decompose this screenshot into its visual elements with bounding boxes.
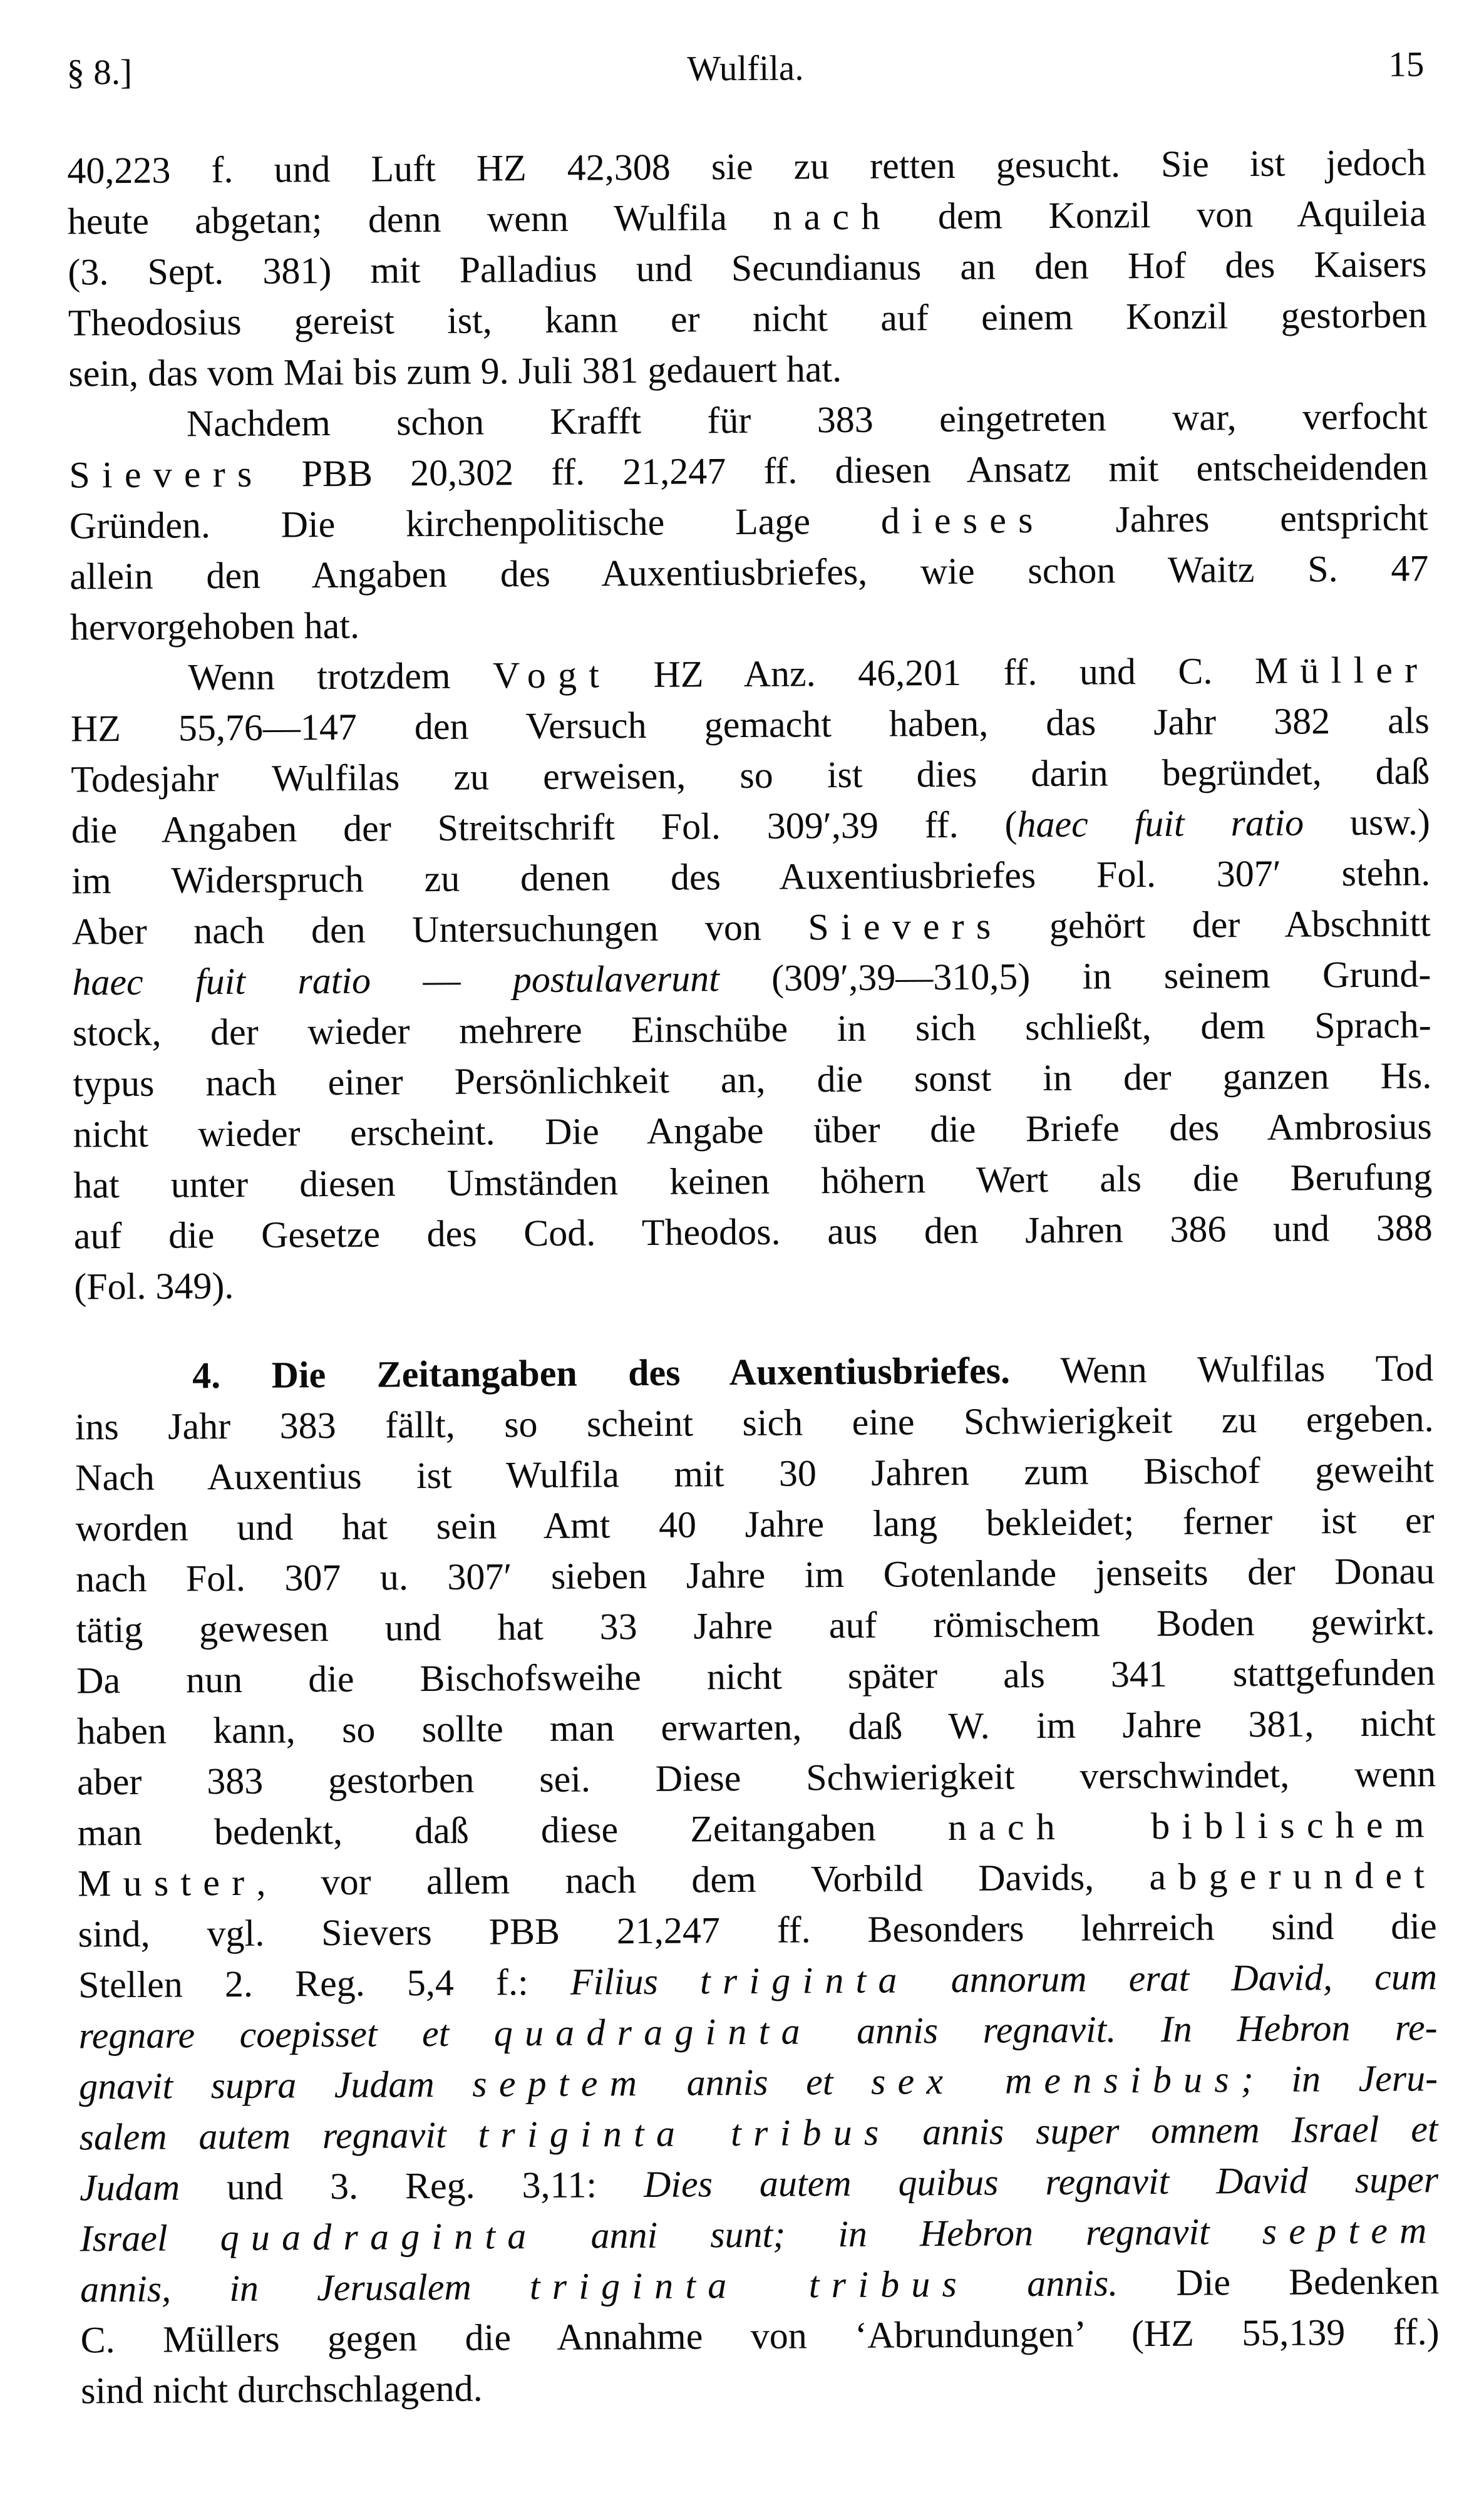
text-line [75,1343,1433,1402]
text-segment: allein den Angaben des Auxentiusbriefes, wie schon Waitz S. 47 [70,547,1429,597]
text-segment: Nachdem schon Krafft für 383 eingetreten war, verfocht [186,395,1428,445]
text-segment: Wenn Wulfilas Tod [1009,1347,1434,1392]
text-segment: annis. [968,2262,1118,2305]
text-segment: die Angaben der Streitschrift Fol. 309′,39 ff. ( [71,803,1018,851]
text-segment: nach [773,195,892,238]
text-line [70,543,1428,602]
text-line [68,340,1427,399]
text-segment: Sievers [808,905,1003,948]
text-segment: hervorgehoben hat. [70,604,360,648]
text-segment: sind nicht durchschlagend. [80,2367,483,2412]
text-line [69,442,1428,500]
text-line [77,1799,1436,1858]
text-segment: Jahres entspricht [1044,497,1429,541]
text-line [68,239,1426,297]
text-segment: Judam [79,2166,180,2209]
text-segment: annorum erat David, cum [909,1956,1438,2001]
text-segment: ; in Jeru- [1240,2057,1438,2100]
text-segment: tätig gewesen und hat 33 Jahre auf römischem Boden gewirkt. [76,1601,1435,1651]
text-segment: man bedenkt, daß diese Zeitangaben [77,1807,949,1854]
text-segment: Wenn trotzdem [188,654,493,698]
text-segment: Vogt [492,654,612,696]
text-line [80,2256,1439,2315]
text-line [76,1546,1435,1604]
text-segment: (3. Sept. 381) mit Palladius und Secundianus an den Hof des Kaisers [68,243,1427,293]
text-line [75,1393,1433,1452]
text-line [81,2357,1440,2416]
page-number: 15 [1388,44,1425,85]
text-segment: Todesjahr Wulfilas zu erweisen, so ist dies darin begründet, daß [71,750,1430,800]
text-segment: — [370,959,513,1001]
text-segment: haben kann, so sollte man erwarten, daß W. im Jahre 381, nicht [76,1702,1436,1752]
text-line [70,594,1429,653]
text-line [79,2104,1438,2162]
text-segment: Theodosius gereist ist, kann er nicht auf einem Konzil gestorben [68,294,1428,344]
text-line [78,1901,1436,1960]
text-segment: dieses [880,499,1045,542]
text-line [72,898,1431,957]
text-line [77,1748,1436,1807]
text-segment: Stellen 2. Reg. 5,4 f.: [78,1961,570,2006]
text-segment: aber 383 gestorben sei. Diese Schwierigkeit verschwindet, wenn [76,1753,1436,1803]
text-segment: HZ Anz. 46,201 ff. und C. [611,649,1255,696]
text-segment: triginta tribus [478,2111,891,2156]
text-segment: sind, vgl. Sievers PBB 21,247 ff. Besonders lehrreich sind die [78,1905,1437,1955]
text-line [69,391,1428,450]
text-segment: Aber nach den Untersuchungen von [71,906,808,953]
text-segment: im Widerspruch zu denen des Auxentiusbriefes Fol. 307′ stehn. [71,852,1431,902]
text-segment: anni sunt; in Hebron regnavit [538,2210,1262,2257]
text-segment: Muster [77,1861,257,1904]
text-line [71,847,1430,906]
text-segment: Israel [80,2217,220,2260]
text-line [67,137,1426,196]
text-segment: haec fuit ratio [72,959,371,1003]
text-segment: quadraginta [220,2215,538,2259]
text-segment: ins Jahr 383 fällt, so scheint sich eine Schwierigkeit zu ergeben. [75,1398,1434,1448]
text-line [70,492,1428,551]
text-line [71,746,1430,805]
text-segment: sex mensibus [870,2058,1242,2102]
text-segment: annis et [648,2060,872,2104]
text-line [79,2053,1438,2112]
text-segment: regnare coepisset et [78,2012,494,2057]
text-line [71,695,1430,754]
text-segment: triginta tribus [529,2263,969,2308]
text-line [74,1202,1433,1261]
text-segment: Die Bedenken [1118,2260,1440,2304]
running-title: Wulfila. [687,48,804,89]
text-line [72,949,1431,1008]
text-line [78,2002,1437,2061]
text-segment: und 3. Reg. 3,11: [179,2163,644,2208]
text-line [73,1050,1431,1109]
text-segment: auf die Gesetze des Cod. Theodos. aus den Jahren 386 und 388 [73,1207,1433,1257]
text-segment: , vor allem nach dem Vorbild Davids, [256,1856,1150,1903]
text-segment: typus nach einer Persönlichkeit an, die sonst in der ganzen Hs. [73,1055,1432,1105]
text-segment: gehört der Abschnitt [1002,902,1431,947]
text-segment: nach biblischem [947,1804,1436,1849]
text-line [68,188,1426,247]
text-segment: worden und hat sein Amt 40 Jahre lang bekleidet; ferner ist er [75,1499,1435,1549]
paragraph [75,1343,1440,2416]
text-line [76,1596,1435,1655]
page-text [67,137,1440,2416]
text-line [80,2205,1438,2264]
text-segment: 40,223 f. und Luft HZ 42,308 sie zu retten gesucht. Sie ist jedoch [67,142,1426,192]
text-segment: stock, der wieder mehrere Einschübe in sich schließt, dem Sprach- [72,1004,1432,1054]
text-segment: abgerundet [1149,1854,1437,1898]
text-segment: septem [472,2062,649,2105]
text-segment: annis, in Jerusalem [80,2266,530,2310]
text-segment: gnavit supra Judam [78,2063,473,2107]
text-segment: PBB 20,302 ff. 21,247 ff. diesen Ansatz mit entscheidenden [264,446,1428,495]
text-segment: triginta [699,1959,909,2002]
text-segment: Filius [570,1960,701,2003]
text-segment: (Fol. 349). [74,1264,234,1308]
text-line [70,644,1429,703]
text-line [73,1101,1432,1160]
text-segment: postulaverunt [512,958,720,1001]
text-line [75,1495,1434,1554]
text-line [68,289,1427,348]
text-segment: Nach Auxentius ist Wulfila mit 30 Jahren zum Bischof geweiht [75,1449,1435,1499]
text-segment: sein, das vom Mai bis zum 9. Juli 381 gedauert hat. [68,348,842,395]
paragraph [69,391,1429,653]
text-line [80,2154,1438,2213]
paragraph [70,644,1433,1312]
text-segment: HZ 55,76—147 den Versuch gemacht haben, das Jahr 382 als [70,700,1430,750]
text-segment: salem autem regnavit [79,2114,478,2158]
text-line [80,2306,1439,2365]
text-segment: Sievers [69,453,264,496]
text-segment: usw.) [1303,801,1431,844]
text-segment: septem [1262,2209,1439,2252]
text-segment: nach Fol. 307 u. 307′ sieben Jahre im Gotenlande jenseits der Donau [75,1550,1435,1600]
text-segment: annis super omnem Israel et [890,2108,1438,2153]
text-line [78,1951,1437,2010]
text-line [76,1647,1435,1706]
page-header [66,42,1424,95]
text-line [73,999,1431,1058]
text-segment: Da nun die Bischofsweihe nicht später als 341 stattgefunden [76,1651,1436,1702]
text-segment: heute abgetan; denn wenn Wulfila [67,196,773,242]
text-segment: dem Konzil von Aquileia [892,192,1427,237]
text-segment: 4. Die Zeitangaben des Auxentiusbriefes. [192,1350,1011,1397]
text-line [71,797,1430,855]
section-marker: § 8.] [66,52,133,93]
text-line [74,1253,1433,1312]
text-line [78,1850,1436,1909]
text-segment: quadraginta [493,2010,812,2054]
text-segment: annis regnavit. In Hebron re- [812,2007,1438,2052]
text-line [73,1152,1432,1211]
text-line [75,1444,1434,1503]
text-segment: Dies autem quibus regnavit David super [643,2159,1439,2205]
text-segment: C. Müllers gegen die Annahme von ‘Abrundungen’ (HZ 55,139 ff.) [80,2311,1440,2361]
text-segment: haec fuit ratio [1017,802,1304,845]
text-segment: nicht wieder erscheint. Die Angabe über die Briefe des Ambrosius [73,1105,1432,1155]
text-segment: Müller [1254,649,1430,691]
text-segment: Gründen. Die kirchenpolitische Lage [69,500,882,547]
text-line [76,1698,1435,1757]
text-segment: hat unter diesen Umständen keinen höhern Wert als die Berufung [73,1156,1433,1206]
text-segment: (309′,39—310,5) in seinem Grund- [719,953,1431,999]
paragraph [67,137,1427,399]
